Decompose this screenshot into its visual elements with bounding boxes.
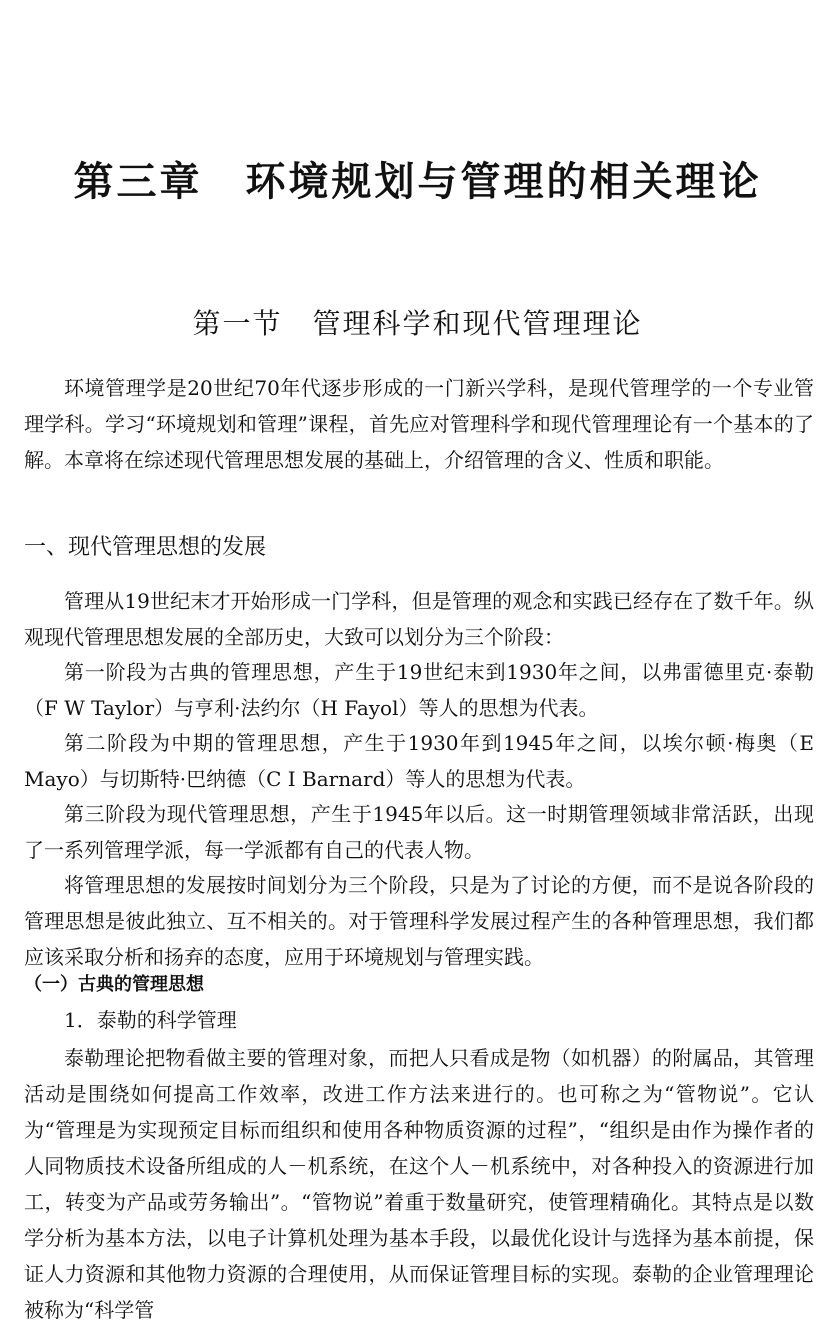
paragraph-stage-one: 第一阶段为古典的管理思想，产生于19世纪末到1930年之间，以弗雷德里克·泰勒（F W Taylor）与亨利·法约尔（H Fayol）等人的思想为代表。 (24, 660, 814, 720)
section-title: 第一节 管理科学和现代管理理论 (192, 307, 643, 340)
heading-classical-management: （一）古典的管理思想 (24, 974, 204, 995)
item-title-taylor: 1．泰勒的科学管理 (64, 1008, 237, 1032)
paragraph-stage-discussion: 将管理思想的发展按时间划分为三个阶段，只是为了讨论的方便，而不是说各阶段的管理思想是彼此独立、互不相关的。对于管理科学发展过程产生的各种管理思想，我们都应该采取分析和扬弃的态度，应用于环境规划与管理实践。 (24, 873, 814, 969)
chapter-title: 第三章 环境规划与管理的相关理论 (73, 159, 762, 205)
heading-modern-management-development: 一、现代管理思想的发展 (24, 535, 267, 560)
intro-paragraph: 环境管理学是20世纪70年代逐步形成的一门新兴学科，是现代管理学的一个专业管理学科。学习“环境规划和管理”课程，首先应对管理科学和现代管理理论有一个基本的了解。本章将在综述现代管理思想发展的基础上，介绍管理的含义、性质和职能。 (24, 376, 814, 472)
paragraph-stage-three: 第三阶段为现代管理思想，产生于1945年以后。这一时期管理领域非常活跃，出现了一系列管理学派，每一学派都有自己的代表人物。 (24, 802, 814, 862)
paragraph-stage-two: 第二阶段为中期的管理思想，产生于1930年到1945年之间，以埃尔顿·梅奥（E Mayo）与切斯特·巴纳德（C I Barnard）等人的思想为代表。 (24, 731, 814, 791)
paragraph-taylor-theory: 泰勒理论把物看做主要的管理对象，而把人只看成是物（如机器）的附属品，其管理活动是围绕如何提高工作效率，改进工作方法来进行的。也可称之为“管物说”。它认为“管理是为实现预定目标而组织和使用各种物质资源的过程”，“组织是由作为操作者的人同物质技术设备所组成的人－机系统，在这个人－机系统中，对各种投入的资源进行加工，转变为产品或劳务输出”。“管物说”着重于数量研究，使管理精确化。其特点是以数学分析为基本方法，以电子计算机处理为基本手段，以最优化设计与选择为基本前提，保证人力资源和其他物力资源的合理使用，从而保证管理目标的实现。泰勒的企业管理理论被称为“科学管 (24, 1046, 814, 1322)
paragraph-stages-overview: 管理从19世纪末才开始形成一门学科，但是管理的观念和实践已经存在了数千年。纵观现代管理思想发展的全部历史，大致可以划分为三个阶段： (24, 589, 814, 649)
